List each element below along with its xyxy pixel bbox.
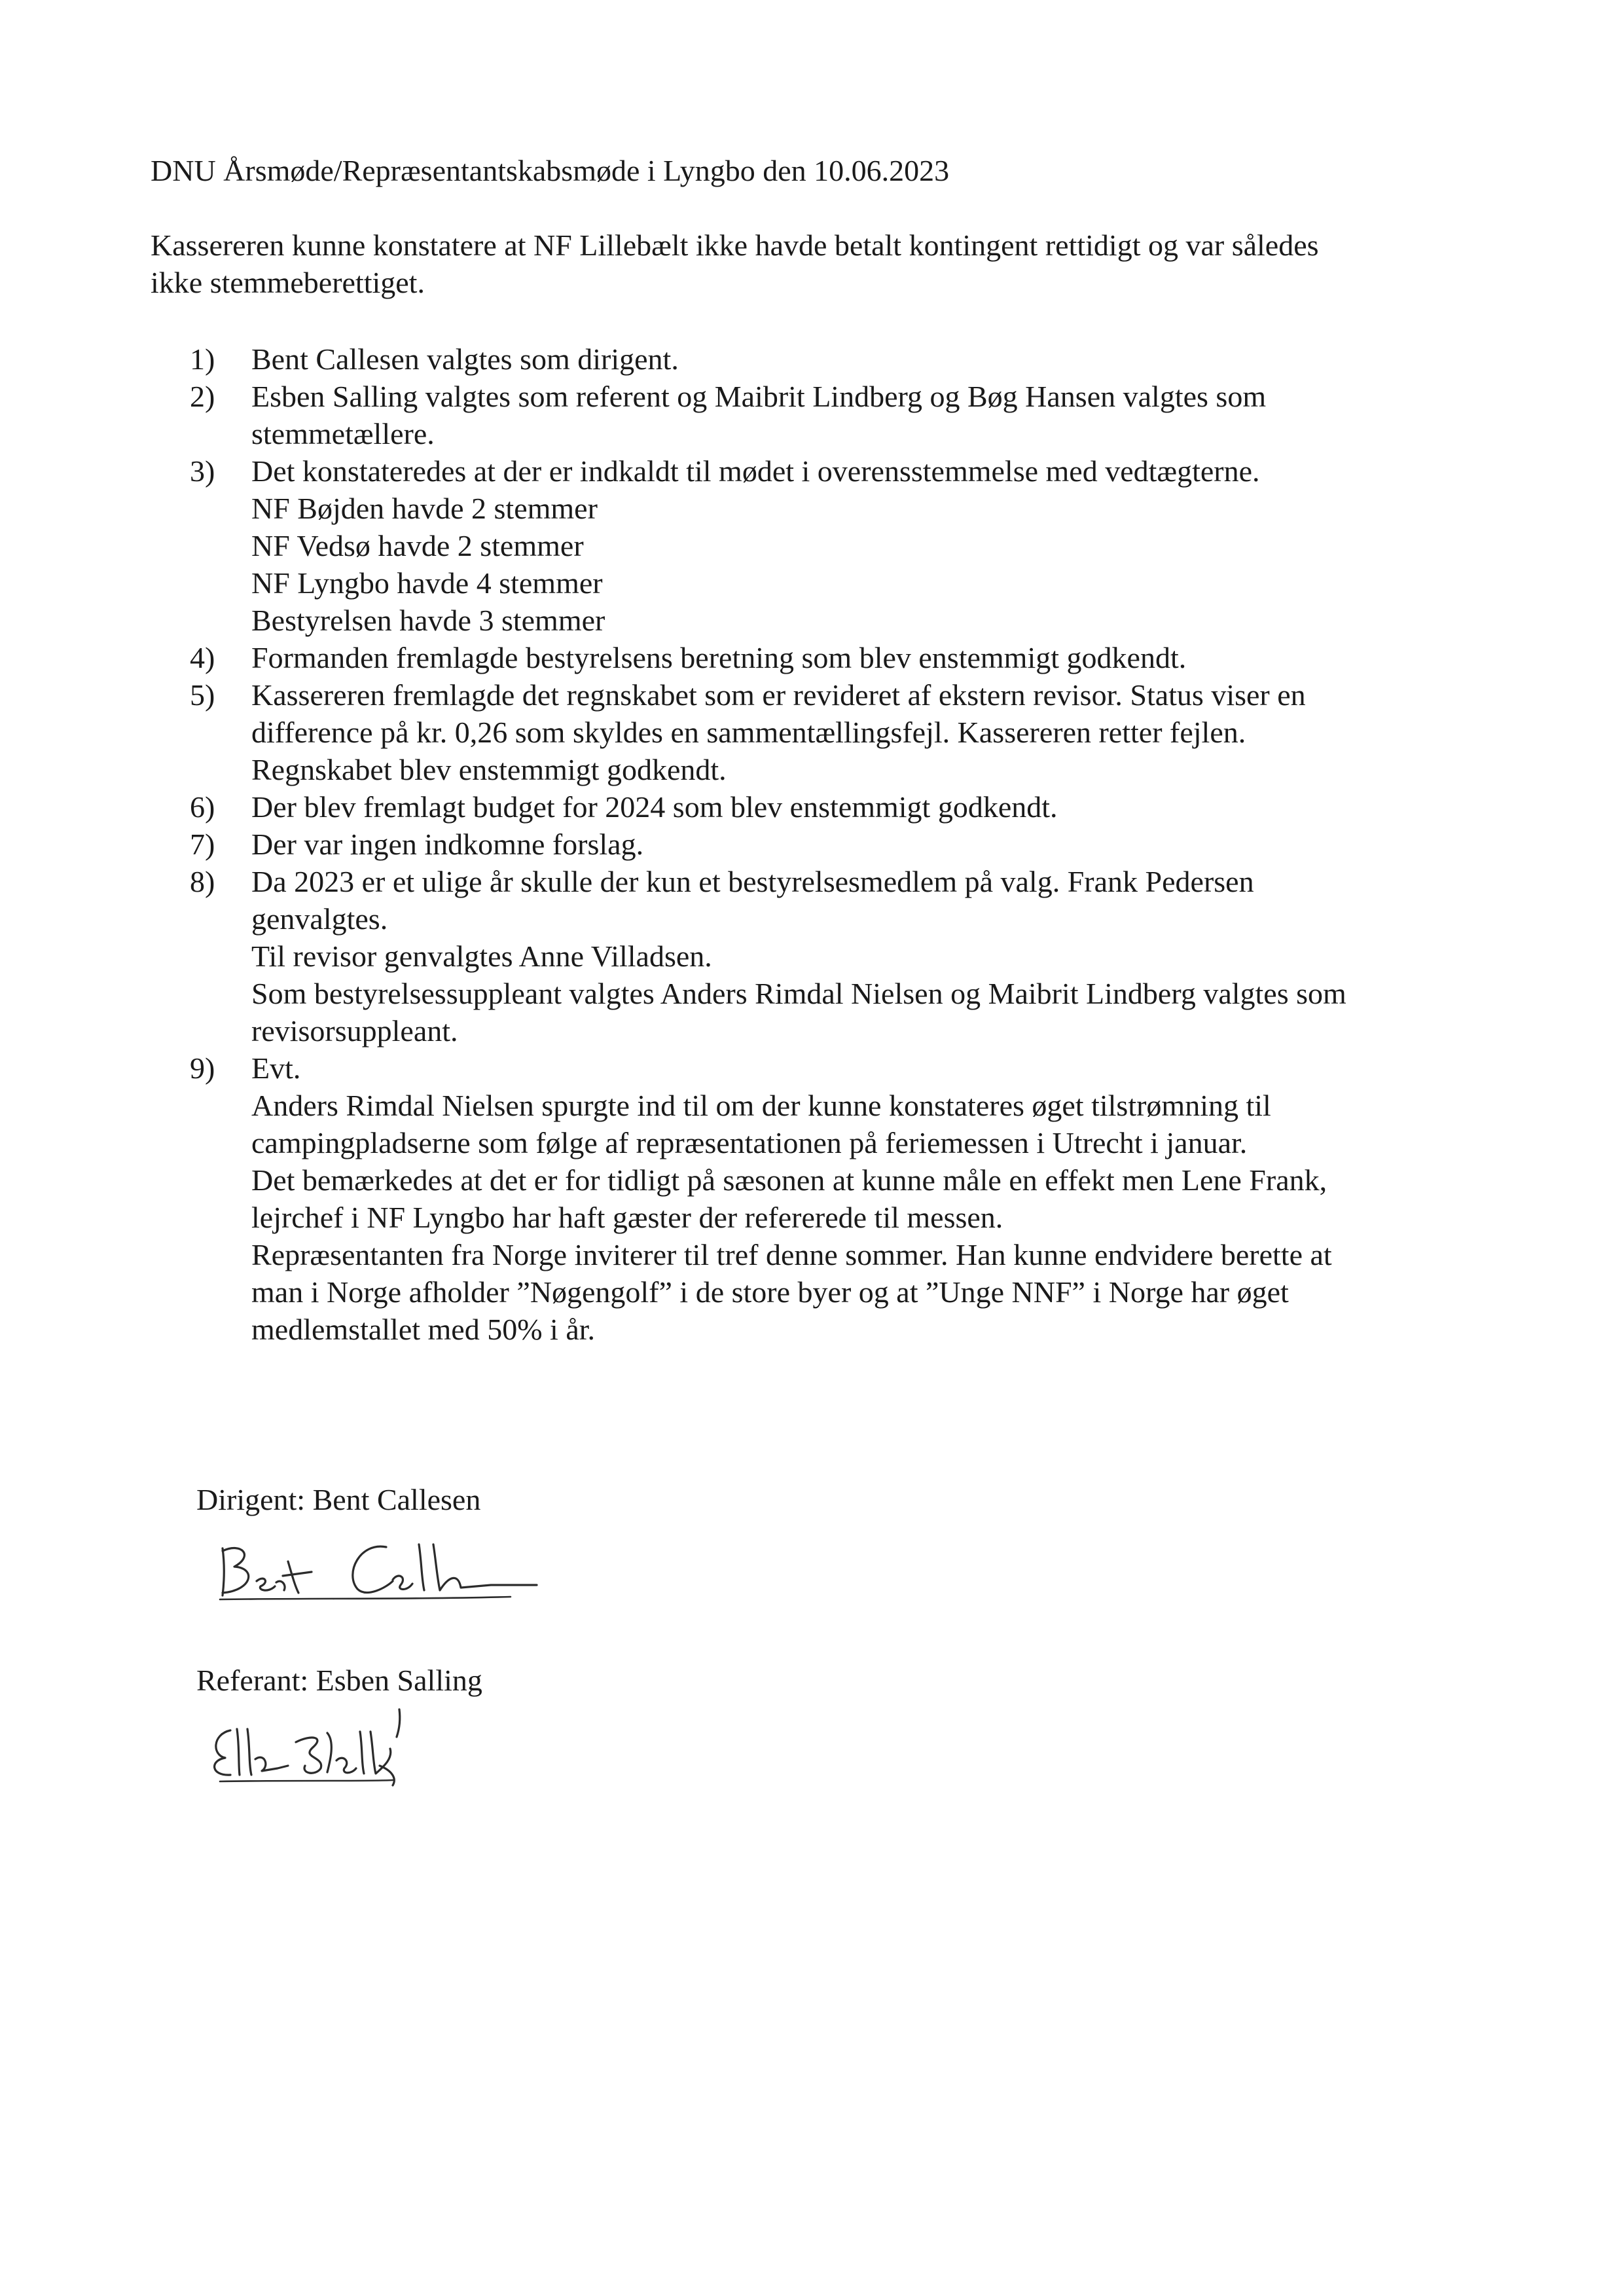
agenda-item-6 <box>190 788 1479 826</box>
item-line: Der blev fremlagt budget for 2024 som blev enstemmigt godkendt. <box>251 790 1058 824</box>
item-line: lejrchef i NF Lyngbo har haft gæster der refererede til messen. <box>251 1201 1003 1234</box>
item-line: Kassereren fremlagde det regnskabet som er revideret af ekstern revisor. Status viser en <box>251 678 1306 712</box>
item-line: Bent Callesen valgtes som dirigent. <box>251 342 679 376</box>
item-line: Det konstateredes at der er indkaldt til mødet i overensstemmelse med vedtægterne. <box>251 454 1260 488</box>
item-number: 4) <box>190 641 215 674</box>
item-line: NF Lyngbo havde 4 stemmer <box>251 566 603 600</box>
item-number: 7) <box>190 828 215 861</box>
intro-line: ikke stemmeberettiget. <box>151 266 425 299</box>
item-number: 3) <box>190 454 215 488</box>
item-line: NF Bøjden havde 2 stemmer <box>251 492 598 525</box>
item-line: genvalgtes. <box>251 902 388 936</box>
item-number: 9) <box>190 1051 215 1085</box>
item-line: stemmetællere. <box>251 417 435 450</box>
agenda-item-3 <box>190 452 1479 639</box>
agenda-list <box>190 340 1479 1348</box>
dirigent-signature-block <box>196 1481 720 1607</box>
item-line: Evt. <box>251 1051 301 1085</box>
item-line: campingpladserne som følge af repræsentationen på feriemessen i Utrecht i januar. <box>251 1126 1248 1159</box>
item-line: Bestyrelsen havde 3 stemmer <box>251 604 605 637</box>
item-line: Esben Salling valgtes som referent og Maibrit Lindberg og Bøg Hansen valgtes som <box>251 380 1267 413</box>
item-number: 2) <box>190 380 215 413</box>
item-line: Der var ingen indkomne forslag. <box>251 828 644 861</box>
agenda-item-8 <box>190 863 1479 1049</box>
agenda-item-1 <box>190 340 1479 378</box>
item-line: Som bestyrelsessuppleant valgtes Anders Rimdal Nielsen og Maibrit Lindberg valgtes som <box>251 977 1346 1010</box>
referent-signature-block <box>196 1662 720 1788</box>
item-line: Formanden fremlagde bestyrelsens beretning som blev enstemmigt godkendt. <box>251 641 1187 674</box>
item-line: Regnskabet blev enstemmigt godkendt. <box>251 753 727 786</box>
agenda-item-7 <box>190 826 1479 863</box>
dirigent-signature <box>196 1522 576 1607</box>
item-number: 6) <box>190 790 215 824</box>
dirigent-label: Dirigent: Bent Callesen <box>196 1483 481 1516</box>
item-line: Repræsentanten fra Norge inviterer til tref denne sommer. Han kunne endvidere berette at <box>251 1238 1332 1271</box>
referent-signature <box>196 1703 576 1788</box>
intro-line: Kassereren kunne konstatere at NF Lillebælt ikke havde betalt kontingent rettidigt og var således <box>151 228 1319 262</box>
referent-label: Referant: Esben Salling <box>196 1664 482 1697</box>
item-line: Til revisor genvalgtes Anne Villadsen. <box>251 939 712 973</box>
item-line: man i Norge afholder ”Nøgengolf” i de store byer og at ”Unge NNF” i Norge har øget <box>251 1275 1289 1309</box>
item-line: Anders Rimdal Nielsen spurgte ind til om der kunne konstateres øget tilstrømning til <box>251 1089 1271 1122</box>
document-title: DNU Årsmøde/Repræsentantskabsmøde i Lyngbo den 10.06.2023 <box>151 154 950 187</box>
item-line: NF Vedsø havde 2 stemmer <box>251 529 584 562</box>
item-line: difference på kr. 0,26 som skyldes en sammentællingsfejl. Kassereren retter fejlen. <box>251 716 1246 749</box>
item-number: 8) <box>190 865 215 898</box>
agenda-item-4 <box>190 639 1479 676</box>
item-line: revisorsuppleant. <box>251 1014 458 1048</box>
agenda-item-5 <box>190 676 1479 788</box>
item-number: 1) <box>190 342 215 376</box>
item-line: Da 2023 er et ulige år skulle der kun et bestyrelsesmedlem på valg. Frank Pedersen <box>251 865 1254 898</box>
item-line: medlemstallet med 50% i år. <box>251 1313 596 1346</box>
agenda-item-9 <box>190 1049 1479 1348</box>
item-number: 5) <box>190 678 215 712</box>
intro-paragraph <box>151 227 1473 301</box>
item-line: Det bemærkedes at det er for tidligt på sæsonen at kunne måle en effekt men Lene Frank, <box>251 1163 1327 1197</box>
agenda-item-2 <box>190 378 1479 452</box>
